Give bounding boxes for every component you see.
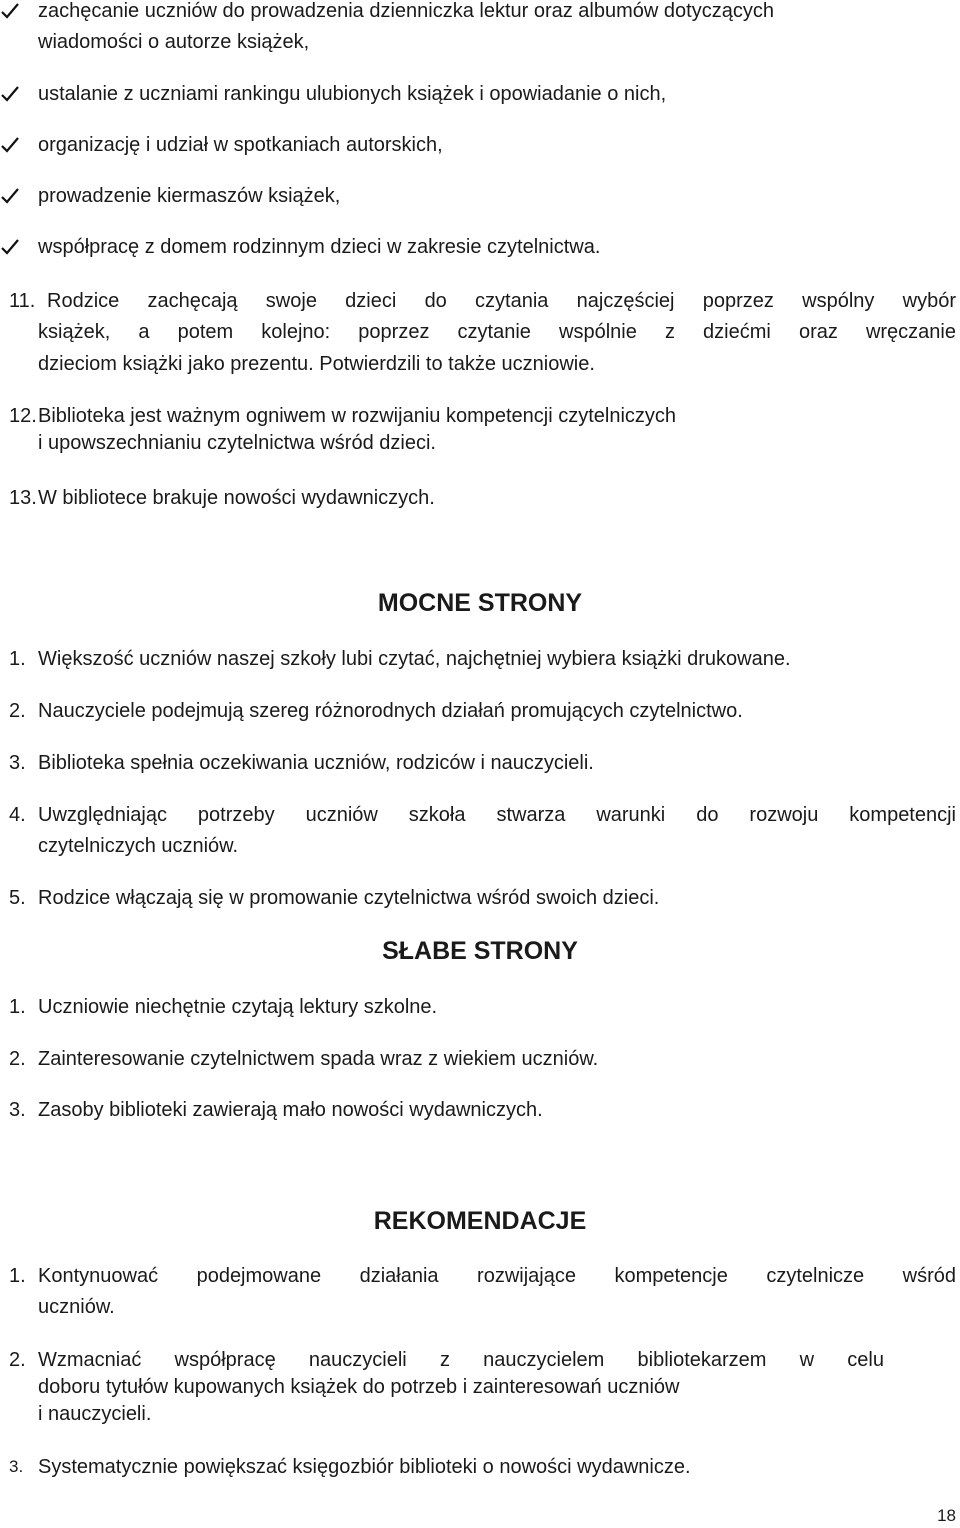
item-number: 1. bbox=[9, 996, 26, 1018]
finding-text: Rodzice zachęcają swoje dzieci do czytania najczęściej poprzez wspólny wybór bbox=[47, 290, 956, 312]
checklist bbox=[0, 0, 960, 270]
list-item: czytelniczych uczniów. bbox=[38, 835, 239, 857]
item-number: 11. bbox=[9, 290, 36, 312]
item-number: 12. bbox=[9, 405, 37, 427]
checklist-item-text: prowadzenie kiermaszów książek, bbox=[38, 185, 341, 207]
item-number: 3. bbox=[9, 1099, 26, 1121]
finding-text: Biblioteka jest ważnym ogniwem w rozwijaniu kompetencji czytelniczych bbox=[38, 405, 677, 427]
finding-text: W bibliotece brakuje nowości wydawniczych. bbox=[38, 487, 435, 509]
item-number: 2. bbox=[9, 1349, 26, 1371]
item-number: 2. bbox=[9, 1048, 26, 1070]
list-item: i nauczycieli. bbox=[38, 1403, 152, 1425]
checklist-item-text: współpracę z domem rodzinnym dzieci w zakresie czytelnictwa. bbox=[38, 236, 601, 258]
list-item: Zasoby biblioteki zawierają mało nowości wydawniczych. bbox=[38, 1099, 543, 1121]
list-item: Nauczyciele podejmują szereg różnorodnych działań promujących czytelnictwo. bbox=[38, 700, 743, 722]
weaknesses-heading: SŁABE STRONY bbox=[382, 937, 578, 965]
list-item: Wzmacniać współpracę nauczycieli z nauczycielem bibliotekarzem w celu bbox=[38, 1349, 884, 1371]
item-number: 3. bbox=[9, 1457, 24, 1476]
list-item: Systematycznie powiększać księgozbiór biblioteki o nowości wydawnicze. bbox=[38, 1456, 691, 1478]
checklist-item-text: ustalanie z uczniami rankingu ulubionych książek i opowiadanie o nich, bbox=[38, 83, 667, 105]
list-item: Większość uczniów naszej szkoły lubi czytać, najchętniej wybiera książki drukowane. bbox=[38, 648, 791, 670]
item-number: 4. bbox=[9, 804, 26, 826]
checkmark-icon bbox=[0, 1, 22, 25]
list-item: Uczniowie niechętnie czytają lektury szkolne. bbox=[38, 996, 438, 1018]
checkmark-icon bbox=[0, 135, 22, 159]
checklist-item-text: wiadomości o autorze książek, bbox=[38, 31, 310, 53]
checkmark-icon bbox=[0, 237, 22, 261]
list-item: Rodzice włączają się w promowanie czytelnictwa wśród swoich dzieci. bbox=[38, 887, 660, 909]
checklist-item-text: zachęcanie uczniów do prowadzenia dzienniczka lektur oraz albumów dotyczących bbox=[38, 0, 774, 22]
finding-text: książek, a potem kolejno: poprzez czytanie wspólnie z dziećmi oraz wręczanie bbox=[38, 321, 956, 343]
list-item: Zainteresowanie czytelnictwem spada wraz z wiekiem uczniów. bbox=[38, 1048, 599, 1070]
list-item: doboru tytułów kupowanych książek do potrzeb i zainteresowań uczniów bbox=[38, 1376, 680, 1398]
strengths-heading: MOCNE STRONY bbox=[377, 589, 583, 617]
checkmark-icon bbox=[0, 84, 22, 108]
item-number: 3. bbox=[9, 752, 26, 774]
strengths-list bbox=[0, 640, 960, 910]
finding-text: dzieciom książki jako prezentu. Potwierdzili to także uczniowie. bbox=[38, 353, 595, 375]
recommendations-heading: REKOMENDACJE bbox=[373, 1207, 587, 1235]
list-item: Kontynuować podejmowane działania rozwijające kompetencje czytelnicze wśród bbox=[38, 1265, 956, 1287]
list-item: Biblioteka spełnia oczekiwania uczniów, rodziców i nauczycieli. bbox=[38, 752, 594, 774]
weaknesses-list bbox=[0, 990, 960, 1130]
item-number: 13. bbox=[9, 487, 37, 509]
list-item: uczniów. bbox=[38, 1296, 115, 1318]
item-number: 1. bbox=[9, 648, 26, 670]
item-number: 2. bbox=[9, 700, 26, 722]
findings-list bbox=[0, 280, 960, 520]
page-number: 18 bbox=[937, 1506, 956, 1525]
item-number: 5. bbox=[9, 887, 26, 909]
checkmark-icon bbox=[0, 186, 22, 210]
checklist-item-text: organizację i udział w spotkaniach autorskich, bbox=[38, 134, 443, 156]
list-item: Uwzględniając potrzeby uczniów szkoła stwarza warunki do rozwoju kompetencji bbox=[38, 804, 956, 826]
item-number: 1. bbox=[9, 1265, 26, 1287]
recommendations-list bbox=[0, 1260, 960, 1490]
finding-text: i upowszechnianiu czytelnictwa wśród dzieci. bbox=[38, 432, 436, 454]
